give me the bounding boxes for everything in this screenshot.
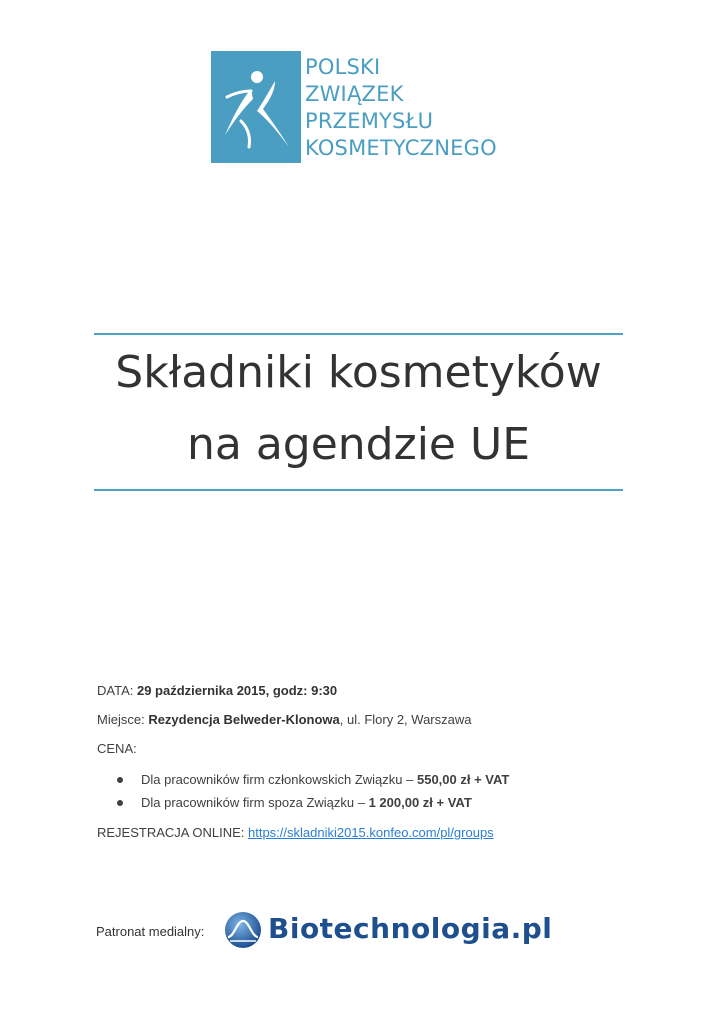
title-top-rule [94,333,623,335]
org-logo-text [305,54,545,162]
org-logo-mark [211,51,301,163]
list-item [117,794,509,817]
title-line-1: Składniki kosmetyków [115,347,602,398]
org-logo-line: POLSKI [305,55,381,79]
biotechnologia-logo-icon [224,911,262,949]
place-address: , ul. Flory 2, Warszawa [339,712,472,727]
event-place [97,712,471,727]
registration-label: REJESTRACJA ONLINE: [97,825,248,840]
price-list [117,771,509,817]
org-logo-line: PRZEMYSŁU [305,109,434,133]
title-line-2: na agendzie UE [187,419,530,470]
bullet-icon [117,777,123,783]
document-title [94,337,623,481]
date-value: 29 października 2015, godz: 9:30 [136,683,338,698]
price-heading: CENA: [97,741,137,756]
org-logo-line: KOSMETYCZNEGO [305,136,497,160]
title-bottom-rule [94,489,623,491]
price-amount: 1 200,00 zł + VAT [368,795,472,810]
patronage-brand: Biotechnologia.pl [268,912,553,945]
registration [97,825,494,840]
patronage-label: Patronat medialny: [96,924,205,939]
price-description: Dla pracowników firm członkowskich Związku – [141,772,417,787]
event-date [97,683,337,698]
place-label: Miejsce: [97,712,145,727]
bullet-icon [117,800,123,806]
list-item [117,771,509,794]
org-logo-line: ZWIĄZEK [305,82,404,106]
date-label: DATA: [97,683,134,698]
registration-link[interactable]: https://skladniki2015.konfeo.com/pl/groups [247,825,494,840]
place-name: Rezydencja Belweder-Klonowa [148,712,340,727]
org-logo-figure-icon [211,51,301,163]
price-description: Dla pracowników firm spoza Związku – [141,795,369,810]
price-amount: 550,00 zł + VAT [416,772,510,787]
